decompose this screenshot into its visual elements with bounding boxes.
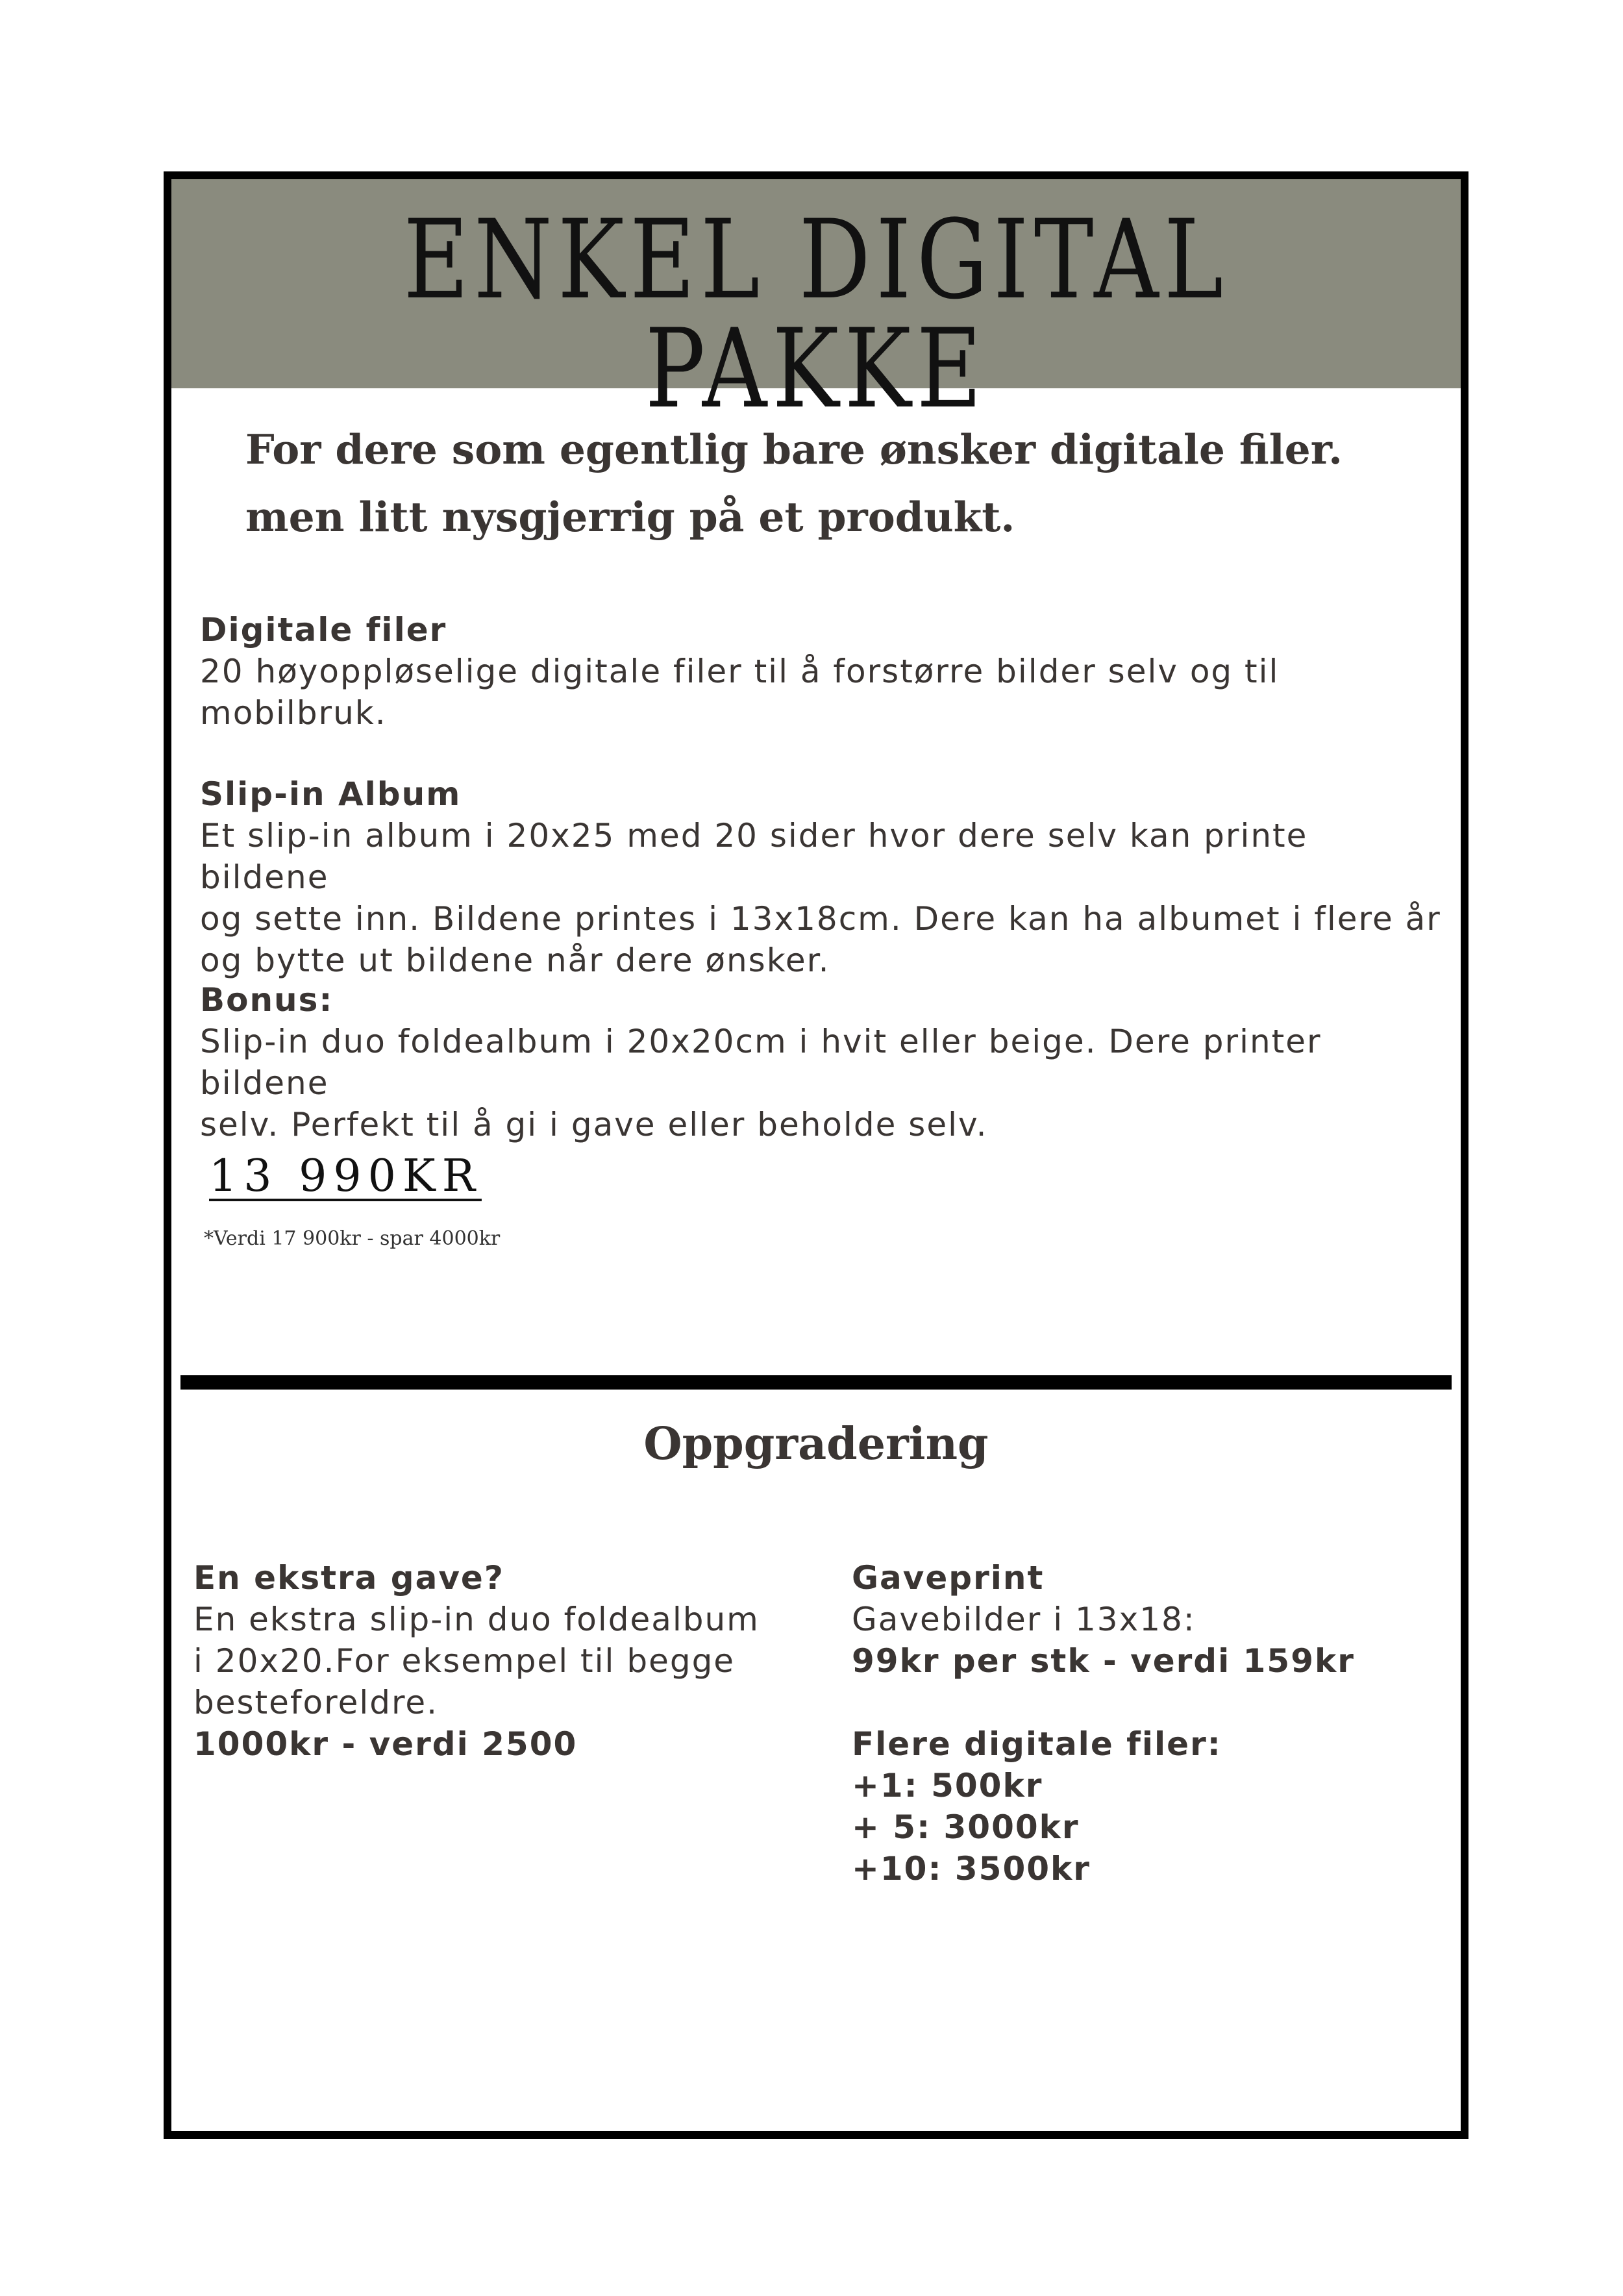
intro-text — [245, 416, 1427, 551]
upgrade-line: besteforeldre. — [193, 1684, 439, 1721]
extra-files-option: + 5: 3000kr — [852, 1808, 1080, 1846]
upgrade-price: 1000kr - verdi 2500 — [193, 1725, 578, 1763]
upgrade-heading: Gaveprint — [852, 1559, 1045, 1597]
section-line: 20 høyoppløselige digitale filer til å forstørre bilder selv og til — [200, 653, 1280, 690]
section-line: Et slip-in album i 20x25 med 20 sider hvor dere selv kan printe bildene — [200, 817, 1308, 896]
section-line: mobilbruk. — [200, 694, 387, 732]
upgrade-line: En ekstra slip-in duo foldealbum — [193, 1601, 760, 1638]
upgrade-extra-gift — [193, 1557, 817, 1765]
section-line: Slip-in duo foldealbum i 20x20cm i hvit eller beige. Dere printer bildene — [200, 1023, 1322, 1102]
section-heading: Bonus: — [200, 981, 334, 1019]
section-heading: Digitale filer — [200, 611, 447, 649]
section-divider — [180, 1375, 1452, 1390]
page-title: ENKEL DIGITAL PAKKE — [403, 196, 1229, 432]
section-slip-in-album — [200, 773, 1446, 981]
upgrade-price: 99kr per stk - verdi 159kr — [852, 1642, 1355, 1680]
upgrade-heading: En ekstra gave? — [193, 1559, 504, 1597]
extra-files-heading: Flere digitale filer: — [852, 1725, 1222, 1763]
upgrade-line: i 20x20.For eksempel til begge — [193, 1642, 736, 1680]
section-bonus — [200, 979, 1446, 1145]
upgrade-gift-print — [852, 1557, 1449, 1890]
extra-files-option: +1: 500kr — [852, 1767, 1043, 1804]
upgrade-line: Gavebilder i 13x18: — [852, 1601, 1196, 1638]
section-line: og bytte ut bildene når dere ønsker. — [200, 942, 830, 979]
section-heading: Slip-in Album — [200, 775, 462, 813]
intro-line-1: For dere som egentlig bare ønsker digitale filer. — [245, 425, 1343, 473]
section-line: og sette inn. Bildene printes i 13x18cm. Dere kan ha albumet i flere år — [200, 900, 1441, 938]
section-digital-files — [200, 609, 1446, 734]
extra-files-option: +10: 3500kr — [852, 1850, 1091, 1888]
package-price: 13 990KR — [209, 1151, 482, 1202]
price-note: *Verdi 17 900kr - spar 4000kr — [204, 1227, 501, 1250]
intro-line-2: men litt nysgjerrig på et produkt. — [245, 493, 1015, 541]
section-line: selv. Perfekt til å gi i gave eller beholde selv. — [200, 1106, 988, 1143]
upgrade-title: Oppgradering — [643, 1418, 989, 1470]
